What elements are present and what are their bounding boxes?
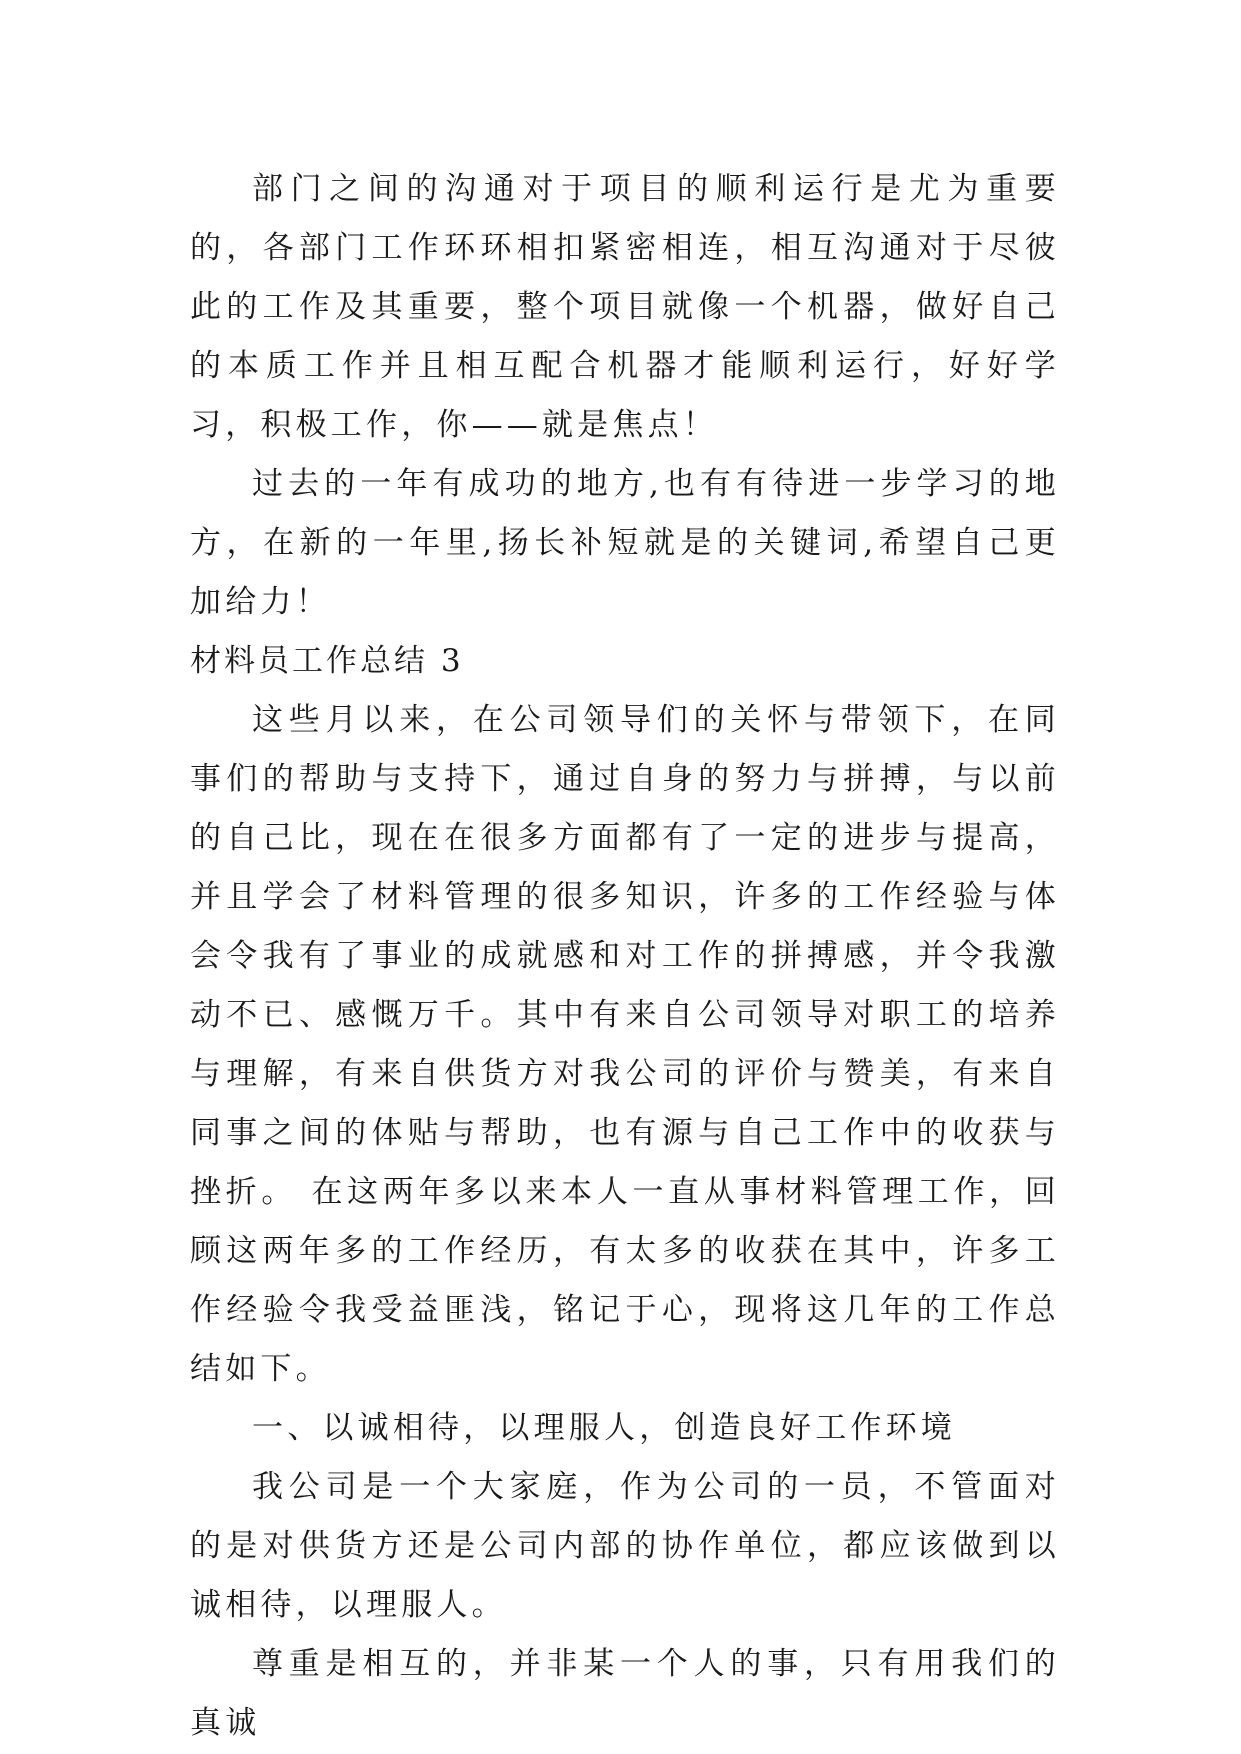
- paragraph-communication: 部门之间的沟通对于项目的顺利运行是尤为重要的，各部门工作环环相扣紧密相连，相互沟通对于尽彼此的工作及其重要，整个项目就像一个机器，做好自己的本质工作并且相互配合机器才能顺利运行，好好学习，积极工作，你——就是焦点！: [190, 171, 1060, 443]
- paragraph-family: 我公司是一个大家庭，作为公司的一员，不管面对的是对供货方还是公司内部的协作单位，都应该做到以诚相待，以理服人。: [190, 1469, 1060, 1623]
- document-body: [190, 160, 1060, 1753]
- paragraph-intro: 这些月以来，在公司领导们的关怀与带领下，在同事们的帮助与支持下，通过自身的努力与拼搏，与以前的自己比，现在在很多方面都有了一定的进步与提高，并且学会了材料管理的很多知识，许多的工作经验与体会令我有了事业的成就感和对工作的拼搏感，并令我激动不已、感慨万千。其中有来自公司领导对职工的培养与理解，有来自供货方对我公司的评价与赞美，有来自同事之间的体贴与帮助，也有源与自己工作中的收获与挫折。 在这两年多以来本人一直从事材料管理工作，回顾这两年多的工作经历，有太多的收获在其中，许多工作经验令我受益匪浅，铭记于心，现将这几年的工作总结如下。: [190, 702, 1060, 1387]
- paragraph-past-year: 过去的一年有成功的地方,也有有待进一步学习的地方，在新的一年里,扬长补短就是的关键词,希望自己更加给力！: [190, 466, 1060, 620]
- paragraph-respect: 尊重是相互的，并非某一个人的事，只有用我们的真诚: [190, 1646, 1060, 1741]
- section-title: 材料员工作总结 3: [190, 643, 464, 679]
- subheading-sincerity: 一、以诚相待，以理服人，创造良好工作环境: [252, 1410, 956, 1446]
